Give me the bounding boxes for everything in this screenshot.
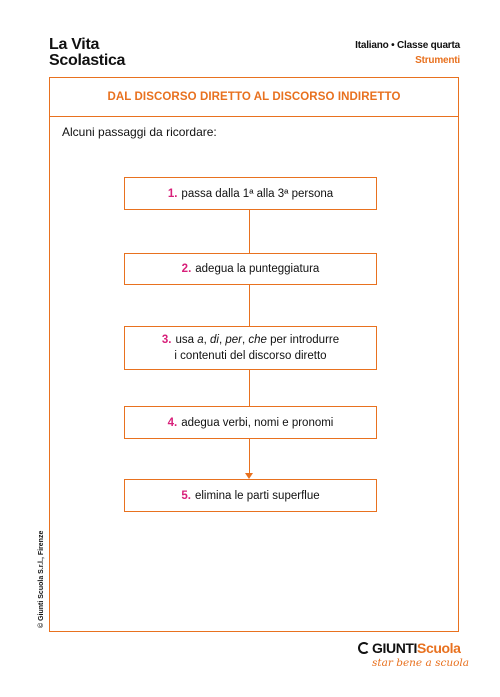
brand-name-part2: Scuola <box>417 640 461 656</box>
connector-line <box>249 439 250 473</box>
step-text: adegua verbi, nomi e pronomi <box>181 416 334 429</box>
step-line-2: i contenuti del discorso diretto <box>174 350 327 362</box>
connector-line <box>249 210 250 253</box>
step-emphasis: che <box>248 334 267 346</box>
step-number: 2. <box>181 263 192 275</box>
step-box-3 <box>124 326 377 370</box>
header-info <box>355 40 460 66</box>
magazine-logo <box>49 37 125 69</box>
page-title: DAL DISCORSO DIRETTO AL DISCORSO INDIRETTO <box>107 90 401 103</box>
brand-tagline: star bene a scuola <box>372 657 470 669</box>
step-number: 1. <box>167 187 178 200</box>
giunti-logo-icon <box>358 642 370 654</box>
intro-text: Alcuni passaggi da ricordare: <box>62 125 217 139</box>
logo-line-1: La Vita <box>49 36 100 53</box>
step-box-1 <box>124 177 377 210</box>
step-number: 5. <box>181 489 191 502</box>
step-box-5 <box>124 479 377 512</box>
step-box-4 <box>124 406 377 439</box>
step-text: elimina le parti superflue <box>194 489 320 502</box>
connector-line <box>249 285 250 326</box>
step-text: per introdurre <box>270 334 340 346</box>
subject-label: Italiano • Classe quarta <box>355 40 460 51</box>
step-line-1: 3. usa a, di, per, che per introdurre <box>161 334 340 346</box>
step-text: usa <box>175 334 194 346</box>
publisher-logo <box>358 640 469 669</box>
brand-name-part1: GIUNTI <box>372 640 418 656</box>
copyright-notice: © Giunti Scuola S.r.l., Firenze <box>38 530 45 628</box>
step-emphasis: di <box>209 334 219 346</box>
step-box-2 <box>124 253 377 285</box>
step-number: 4. <box>167 416 178 429</box>
step-emphasis: per <box>225 334 242 346</box>
step-text: passa dalla 1ª alla 3ª persona <box>181 187 334 200</box>
section-label: Strumenti <box>415 55 460 66</box>
connector-line <box>249 370 250 406</box>
logo-line-2: Scolastica <box>49 52 126 69</box>
step-text: adegua la punteggiatura <box>195 263 320 275</box>
step-number: 3. <box>161 334 172 346</box>
title-band <box>49 77 459 117</box>
step-emphasis: a <box>197 334 204 346</box>
